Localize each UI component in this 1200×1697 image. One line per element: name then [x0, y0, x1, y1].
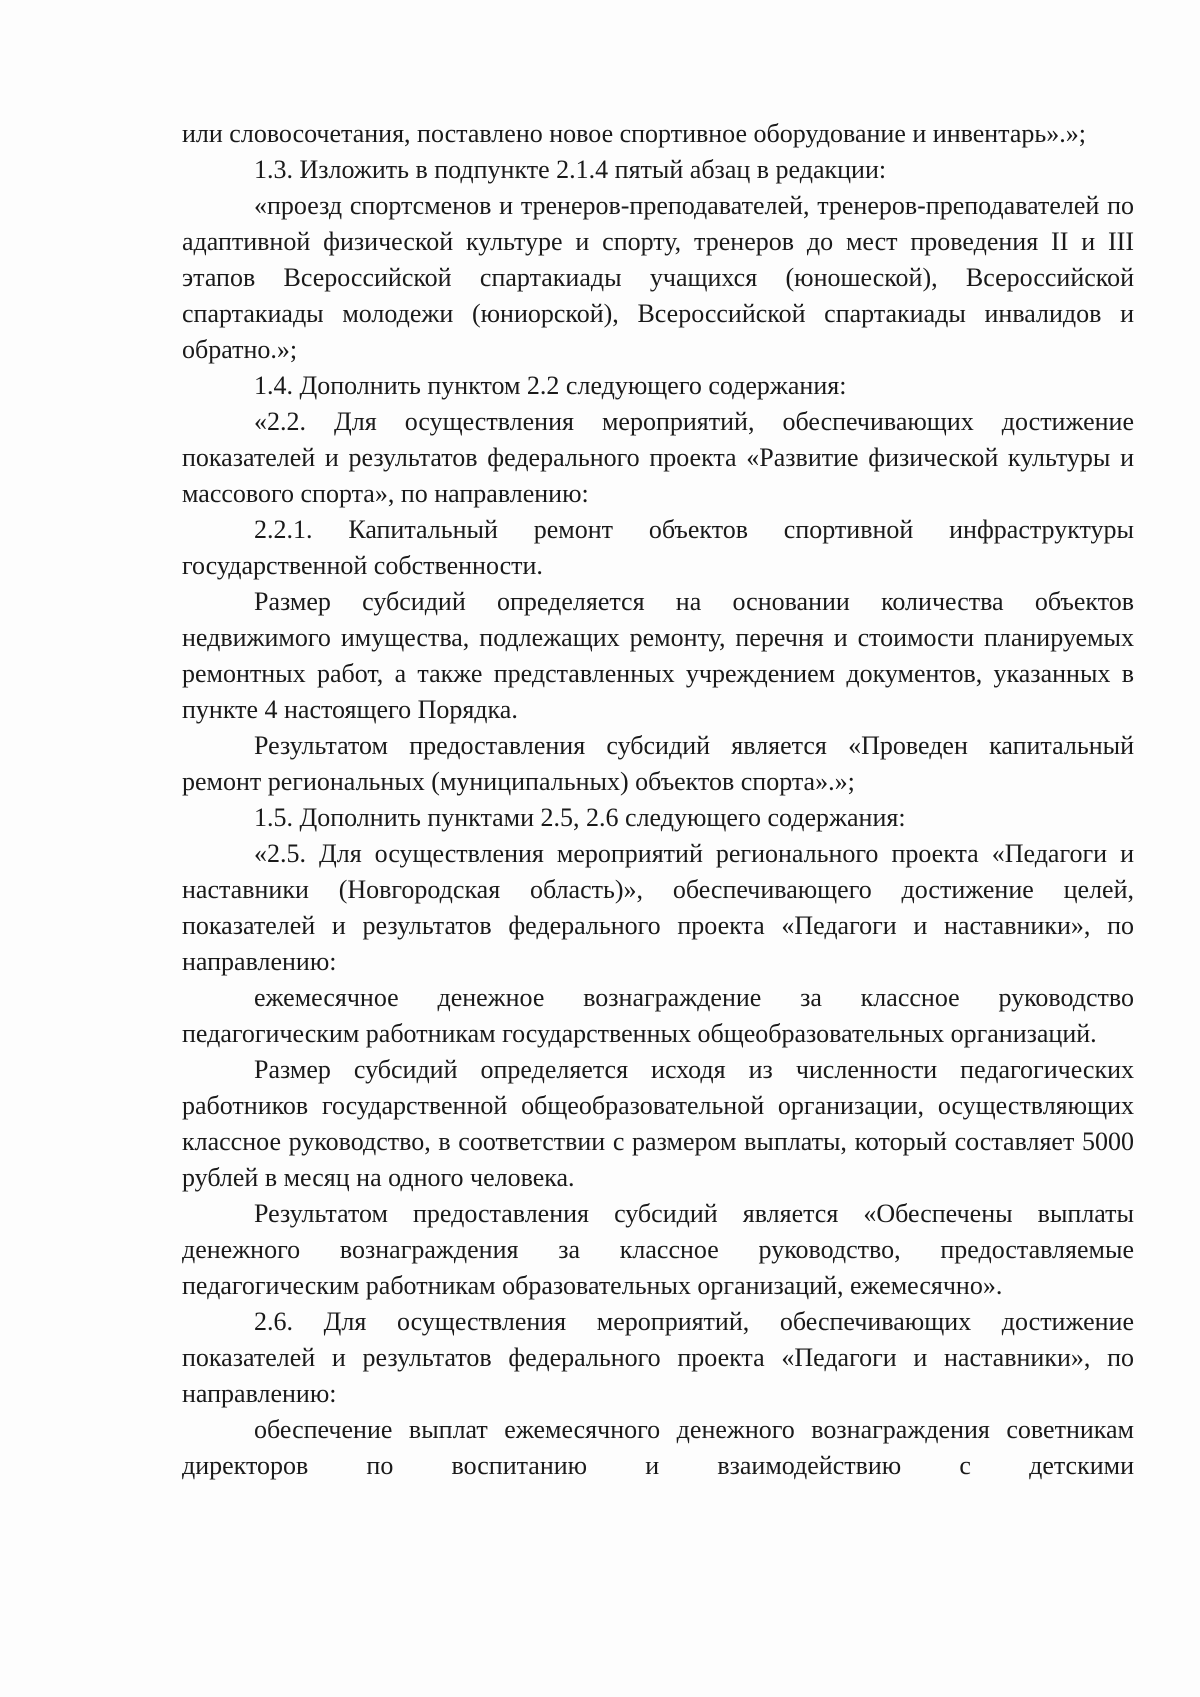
paragraph-subsidy-size-repair: Размер субсидий определяется на основании количества объектов недвижимого имущества, подлежащих ремонту, перечня и стоимости планируемых ремонтных работ, а также представленных учреждением документов, указанных в пункте 4 настоящего Порядка.: [182, 587, 1134, 724]
paragraph-result-repair: Результатом предоставления субсидий является «Проведен капитальный ремонт региональных (муниципальных) объектов спорта».»;: [182, 731, 1134, 796]
paragraph-result-teachers: Результатом предоставления субсидий является «Обеспечены выплаты денежного вознаграждения за классное руководство, предоставляемые педагогическим работникам образовательных организаций, ежемесячно».: [182, 1199, 1134, 1300]
paragraph-item-1-4: 1.4. Дополнить пунктом 2.2 следующего содержания:: [254, 371, 847, 400]
paragraph-quote-2-2: «2.2. Для осуществления мероприятий, обеспечивающих достижение показателей и результатов федерального проекта «Развитие физической культуры и массового спорта», по направлению:: [182, 407, 1134, 508]
paragraph-continuation: или словосочетания, поставлено новое спортивное оборудование и инвентарь».»;: [182, 119, 1086, 148]
document-body: [182, 116, 1134, 1484]
paragraph-2-6: 2.6. Для осуществления мероприятий, обеспечивающих достижение показателей и результатов федерального проекта «Педагоги и наставники», по направлению:: [182, 1307, 1134, 1408]
paragraph-item-1-5: 1.5. Дополнить пунктами 2.5, 2.6 следующего содержания:: [254, 803, 906, 832]
paragraph-subsidy-size-teachers: Размер субсидий определяется исходя из численности педагогических работников государственной общеобразовательной организации, осуществляющих классное руководство, в соответствии с размером выплаты, который составляет 5000 рублей в месяц на одного человека.: [182, 1055, 1134, 1192]
paragraph-quote-travel: «проезд спортсменов и тренеров-преподавателей, тренеров-преподавателей по адаптивной физической культуре и спорту, тренеров до мест проведения II и III этапов Всероссийской спартакиады учащихся (юношеской), Всероссийской спартакиады молодежи (юниорской), Всероссийской спартакиады инвалидов и обратно.»;: [182, 191, 1134, 364]
paragraph-monthly-reward: ежемесячное денежное вознаграждение за классное руководство педагогическим работникам государственных общеобразовательных организаций.: [182, 983, 1134, 1048]
paragraph-quote-2-5: «2.5. Для осуществления мероприятий регионального проекта «Педагоги и наставники (Новгородская область)», обеспечивающего достижение целей, показателей и результатов федерального проекта «Педагоги и наставники», по направлению:: [182, 839, 1134, 976]
paragraph-item-1-3: 1.3. Изложить в подпункте 2.1.4 пятый абзац в редакции:: [254, 155, 887, 184]
paragraph-2-2-1: 2.2.1. Капитальный ремонт объектов спортивной инфраструктуры государственной собственности.: [182, 515, 1134, 580]
paragraph-advisors-payments: обеспечение выплат ежемесячного денежного вознаграждения советникам директоров по воспитанию и взаимодействию с детскими: [182, 1415, 1134, 1480]
